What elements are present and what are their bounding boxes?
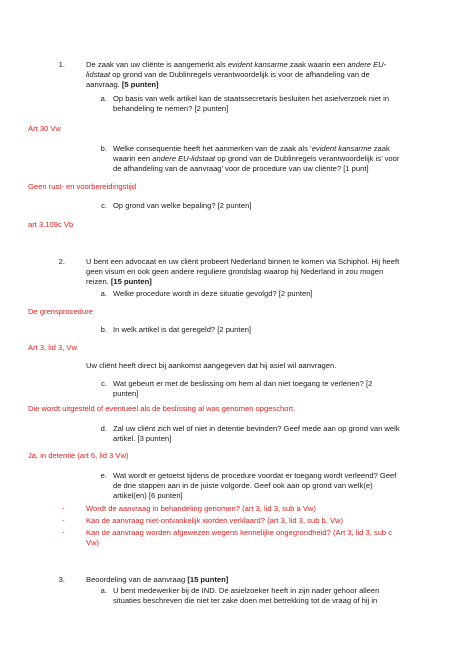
italic-text: andere EU- <box>347 60 387 69</box>
question-2-context: Uw cliënt heeft direct bij aankomst aangegeven dat hij asiel wil aanvragen. <box>86 361 337 370</box>
question-2a-label: a. <box>100 289 107 298</box>
text-line: de drie stappen aan in de juiste volgorde. Geef ook aan op grond van welk(e) <box>113 481 373 490</box>
list-dash: - <box>62 528 65 537</box>
bold-text: [5 punten] <box>121 80 159 89</box>
italic-text: evident kansarme <box>311 144 372 153</box>
answer-2b: Art 3, lid 3, Vw <box>28 343 77 352</box>
question-2d-label: d. <box>100 424 107 433</box>
question-1b-text <box>113 144 399 174</box>
text-line <box>113 154 399 164</box>
italic-text: lidstaat <box>86 70 111 79</box>
question-1-number: 1. <box>58 60 65 69</box>
answer-2a: De grensprocedure <box>28 307 94 316</box>
text-run: Welke consequentie heeft het aanmerken van de zaak als ‘ <box>113 144 312 153</box>
text-line <box>86 277 399 287</box>
question-1c-label: c. <box>101 201 107 210</box>
text-run: zaak <box>371 144 390 153</box>
text-run: reizen. <box>86 277 111 286</box>
text-line <box>113 144 399 154</box>
text-line <box>86 575 228 585</box>
text-line: punten] <box>113 389 139 398</box>
italic-text: andere EU-lidstaat <box>152 154 216 163</box>
question-3-intro <box>86 575 228 585</box>
question-2e-text <box>113 471 396 501</box>
question-1a-label: a. <box>100 94 107 103</box>
question-1a-text <box>113 94 389 114</box>
text-run: U bent een advocaat en uw cliënt probeert Nederland binnen te komen via Schiphol. Hij heeft <box>86 257 400 266</box>
question-2a-text <box>113 289 313 299</box>
text-run: zaak waarin een <box>287 60 348 69</box>
text-run: Beoordeling van de aanvraag <box>86 575 188 584</box>
text-line <box>86 70 386 80</box>
list-item: Wordt de aanvraag in behandeling genomen? (art 3, lid 3, sub a Vw) <box>86 504 316 513</box>
text-run: op grond van de Dublinregels verantwoordelijk is voor de afhandeling van de <box>110 70 370 79</box>
question-2d-text <box>113 424 400 444</box>
answer-1b: Geen rust- en voorbereidingstijd <box>28 182 137 191</box>
answer-1c: art 3.109c Vb <box>28 220 74 229</box>
text-run: aanvraag. <box>86 80 122 89</box>
text-line: Wat gebeurt er met de beslissing om hem al dan niet toegang te verlenen? [2 <box>113 379 373 388</box>
list-dash: - <box>62 516 65 525</box>
question-2e-label: e. <box>100 471 107 480</box>
question-2-intro <box>86 257 399 287</box>
text-run: De zaak van uw cliënte is aangemerkt als <box>86 60 228 69</box>
text-line <box>86 257 399 267</box>
text-line: artikel(en) [6 punten] <box>113 491 183 500</box>
text-line: situaties beschreven die niet ter zake doen met betrekking tot de vraag of hij in <box>113 596 378 605</box>
question-3a-label: a. <box>100 586 107 595</box>
list-item: Kan de aanvraag niet-ontvankelijk worden verklaard? (art 3, lid 3, sub b, Vw) <box>86 516 344 525</box>
question-3-number: 3. <box>58 575 65 584</box>
question-2c-label: c. <box>101 379 107 388</box>
text-line: Op grond van welke bepaling? [2 punten] <box>113 201 252 210</box>
text-line: In welk artikel is dat geregeld? [2 punten] <box>113 325 252 334</box>
answer-1a: Art 30 Vw <box>28 124 61 133</box>
question-1-intro <box>86 60 386 90</box>
italic-text: evident kansarme <box>227 60 288 69</box>
list-item: Kan de aanvraag worden afgewezen wegens kennelijke ongegrondheid? (Art 3, lid 3, sub c <box>86 528 393 537</box>
text-line <box>86 267 399 277</box>
list-dash: - <box>62 504 65 513</box>
text-line: artikel. [3 punten] <box>113 434 172 443</box>
text-line: Op basis van welk artikel kan de staatssecretaris besluiten het asielverzoek niet in <box>113 94 390 103</box>
text-line: Wat wordt er getoetst tijdens de procedure voordat er toegang wordt verleend? Geef <box>113 471 397 480</box>
bold-text: [15 punten] <box>187 575 229 584</box>
question-1b-label: b. <box>100 144 107 153</box>
text-line: U bent medewerker bij de IND. De asielzoeker heeft in zijn nader gehoor alleen <box>113 586 380 595</box>
answer-2c: Die wordt uitgesteld of eventueel als de beslissing al was genomen opgeschort. <box>28 404 296 413</box>
question-3a-text <box>113 586 379 606</box>
text-run: op grond van de Dublinregels verantwoordelijk is’ voor <box>215 154 400 163</box>
question-1c-text <box>113 201 251 211</box>
text-line: behandeling te nemen? [2 punten] <box>113 104 229 113</box>
text-line <box>113 164 399 174</box>
text-line <box>86 80 386 90</box>
text-run: geen visum en ook geen andere reguliere grondslag waarop hij Nederland in zou mogen <box>86 267 384 276</box>
question-2c-text <box>113 379 372 399</box>
answer-2d: Ja, in detentie (art 6, lid 3 Vw) <box>28 451 129 460</box>
text-line: Zal uw cliënt zich wel of niet in detentie bevinden? Geef mede aan op grond van welk <box>113 424 400 433</box>
text-line <box>86 60 386 70</box>
text-line: Welke procedure wordt in deze situatie gevolgd? [2 punten] <box>113 289 313 298</box>
question-2b-label: b. <box>100 325 107 334</box>
text-run: waarin een <box>113 154 153 163</box>
bold-text: [15 punten] <box>110 277 152 286</box>
question-2b-text <box>113 325 251 335</box>
text-run: de afhandeling van de aanvraag’ voor de procedure van uw cliënte? [1 punt] <box>113 164 369 173</box>
list-item: Vw) <box>86 538 100 547</box>
question-2-number: 2. <box>58 257 65 266</box>
